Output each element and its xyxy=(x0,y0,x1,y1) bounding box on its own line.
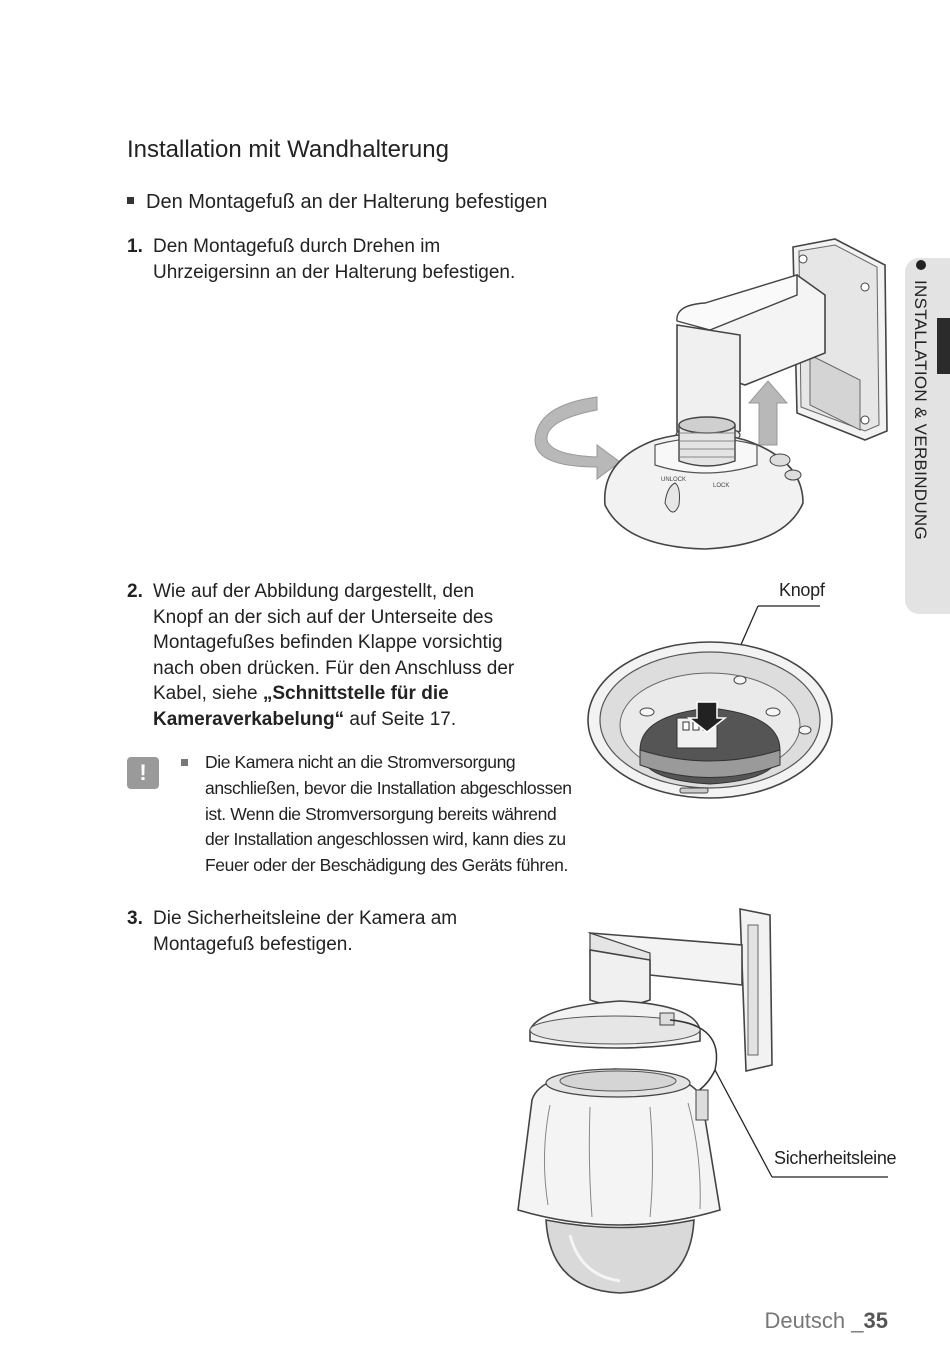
chapter-name: INSTALLATION & VERBINDUNG xyxy=(911,280,930,541)
cross-reference-link: „Schnittstelle für die Kameraverkabelung“ xyxy=(153,683,449,730)
step-number: 1. xyxy=(127,236,143,257)
page-number: 35 xyxy=(863,1308,888,1333)
step-2 xyxy=(127,579,525,733)
step-text xyxy=(153,579,525,733)
step-1 xyxy=(127,234,533,285)
step-text: Die Sicherheitsleine der Kamera am Montagefuß befestigen. xyxy=(153,908,458,955)
step-text: Den Montagefuß durch Drehen im Uhrzeigersinn an der Halterung befestigen. xyxy=(153,236,516,283)
mount-print-unlock: UNLOCK xyxy=(661,477,687,483)
page-title: Installation mit Wandhalterung xyxy=(127,136,449,163)
mount-underside-illustration xyxy=(585,600,855,805)
step-text-part: Wie auf der Abbildung dargestellt, den Knopf an der sich auf der Unterseite des Montagefußes befinden Klappe vorsichtig nach oben drücken. Für den Anschluss der Kabel, siehe xyxy=(153,581,515,705)
subheading-text: Den Montagefuß an der Halterung befestigen xyxy=(146,191,548,213)
footer-language: Deutsch _ xyxy=(764,1308,864,1333)
step-3 xyxy=(127,906,483,957)
chapter-marker xyxy=(937,318,950,374)
chapter-side-label xyxy=(906,260,936,610)
bullet-dot-icon xyxy=(916,260,926,270)
page-footer xyxy=(764,1308,888,1334)
step-number: 3. xyxy=(127,908,143,929)
exclamation-icon: ! xyxy=(139,760,147,785)
sicherheitsleine-label: Sicherheitsleine xyxy=(774,1148,897,1168)
caution-text: Die Kamera nicht an die Stromversorgung anschließen, bevor die Installation abgeschlossen ist. Wenn die Stromversorgung bereits während der Installation angeschlossen wird, kann dies zu Feuer oder der Beschädigung des Geräts führen. xyxy=(205,752,572,876)
knopf-label: Knopf xyxy=(779,580,825,600)
mount-print-lock: LOCK xyxy=(713,483,730,489)
bullet-square-icon xyxy=(127,197,134,204)
caution-note xyxy=(181,750,581,879)
bullet-square-icon xyxy=(181,759,188,766)
subheading xyxy=(127,191,547,214)
step-text-part: auf Seite 17. xyxy=(344,708,457,730)
camera-safety-line-illustration xyxy=(510,905,895,1300)
caution-icon xyxy=(127,757,159,789)
step-number: 2. xyxy=(127,581,143,602)
wall-mount-illustration xyxy=(535,235,895,555)
